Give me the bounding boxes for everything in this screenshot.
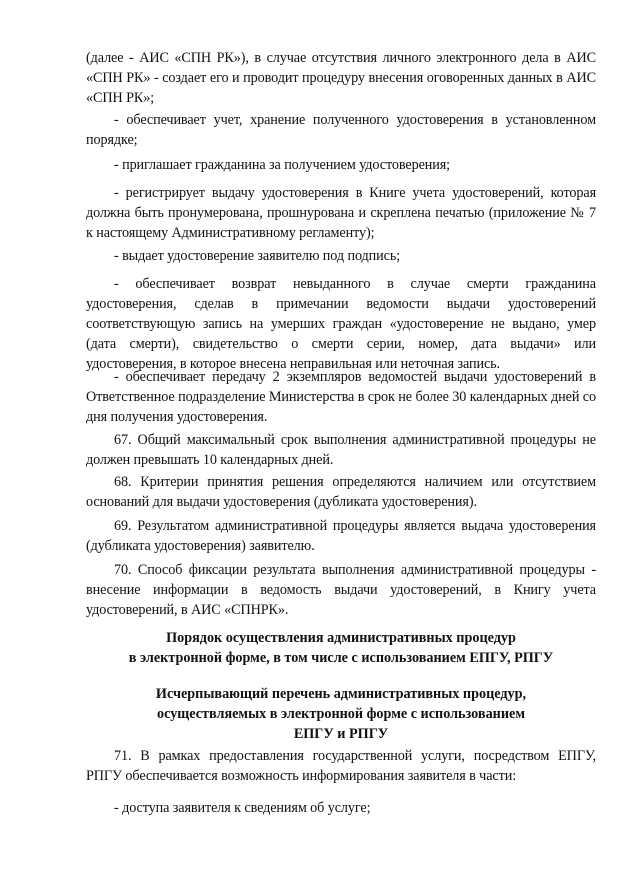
- heading-line: Исчерпывающий перечень административных процедур,: [155, 686, 527, 702]
- paragraph-issue: - выдает удостоверение заявителю под подпись;: [114, 248, 401, 264]
- heading-line: ЕПГУ и РПГУ: [293, 726, 389, 742]
- paragraph-storage: - обеспечивает учет, хранение полученного удостоверения в установленном порядке;: [86, 112, 596, 148]
- heading-line: в электронной форме, в том числе с использованием ЕПГУ, РПГУ: [128, 650, 554, 666]
- paragraph-access: - доступа заявителя к сведениям об услуге;: [114, 800, 371, 816]
- paragraph-register: - регистрирует выдачу удостоверения в Книге учета удостоверений, которая должна быть пронумерована, прошнурована и скреплена печатью (приложение № 7 к настоящему Административному регламенту);: [86, 185, 596, 241]
- paragraph-invite: - приглашает гражданина за получением удостоверения;: [114, 157, 451, 173]
- paragraph-67: 67. Общий максимальный срок выполнения административной процедуры не должен превышать 10 календарных дней.: [86, 432, 596, 468]
- heading-line: осуществляемых в электронной форме с использованием: [157, 706, 525, 722]
- paragraph-69: 69. Результатом административной процедуры является выдача удостоверения (дубликата удостоверения) заявителю.: [86, 518, 596, 554]
- heading-line: Порядок осуществления административных процедур: [166, 630, 516, 646]
- paragraph-71: 71. В рамках предоставления государственной услуги, посредством ЕПГУ, РПГУ обеспечивается возможность информирования заявителя в части:: [86, 748, 596, 784]
- paragraph-return: - обеспечивает возврат невыданного в случае смерти гражданина удостоверения, сделав в примечании ведомости выдачи удостоверений соответствующую запись на умерших граждан «удостоверение не выдано, умер (дата смерти), свидетельство о смерти серии, номер, дата выдачи» или удостоверения, в которое внесена неправильная или неточная запись.: [86, 276, 596, 372]
- paragraph-transfer: - обеспечивает передачу 2 экземпляров ведомостей выдачи удостоверений в Ответственное подразделение Министерства в срок не более 30 календарных дней со дня получения удостоверения.: [86, 369, 596, 425]
- paragraph-68: 68. Критерии принятия решения определяются наличием или отсутствием оснований для выдачи удостоверения (дубликата удостоверения).: [86, 474, 596, 510]
- paragraph-70: 70. Способ фиксации результата выполнения административной процедуры - внесение информации в ведомость выдачи удостоверений, в Книгу учета удостоверений, в АИС «СПНРК».: [86, 562, 596, 618]
- paragraph-ais-spn: (далее - АИС «СПН РК»), в случае отсутствия личного электронного дела в АИС «СПН РК» - создает его и проводит процедуру внесения оговоренных данных в АИС «СПН РК»;: [86, 50, 596, 106]
